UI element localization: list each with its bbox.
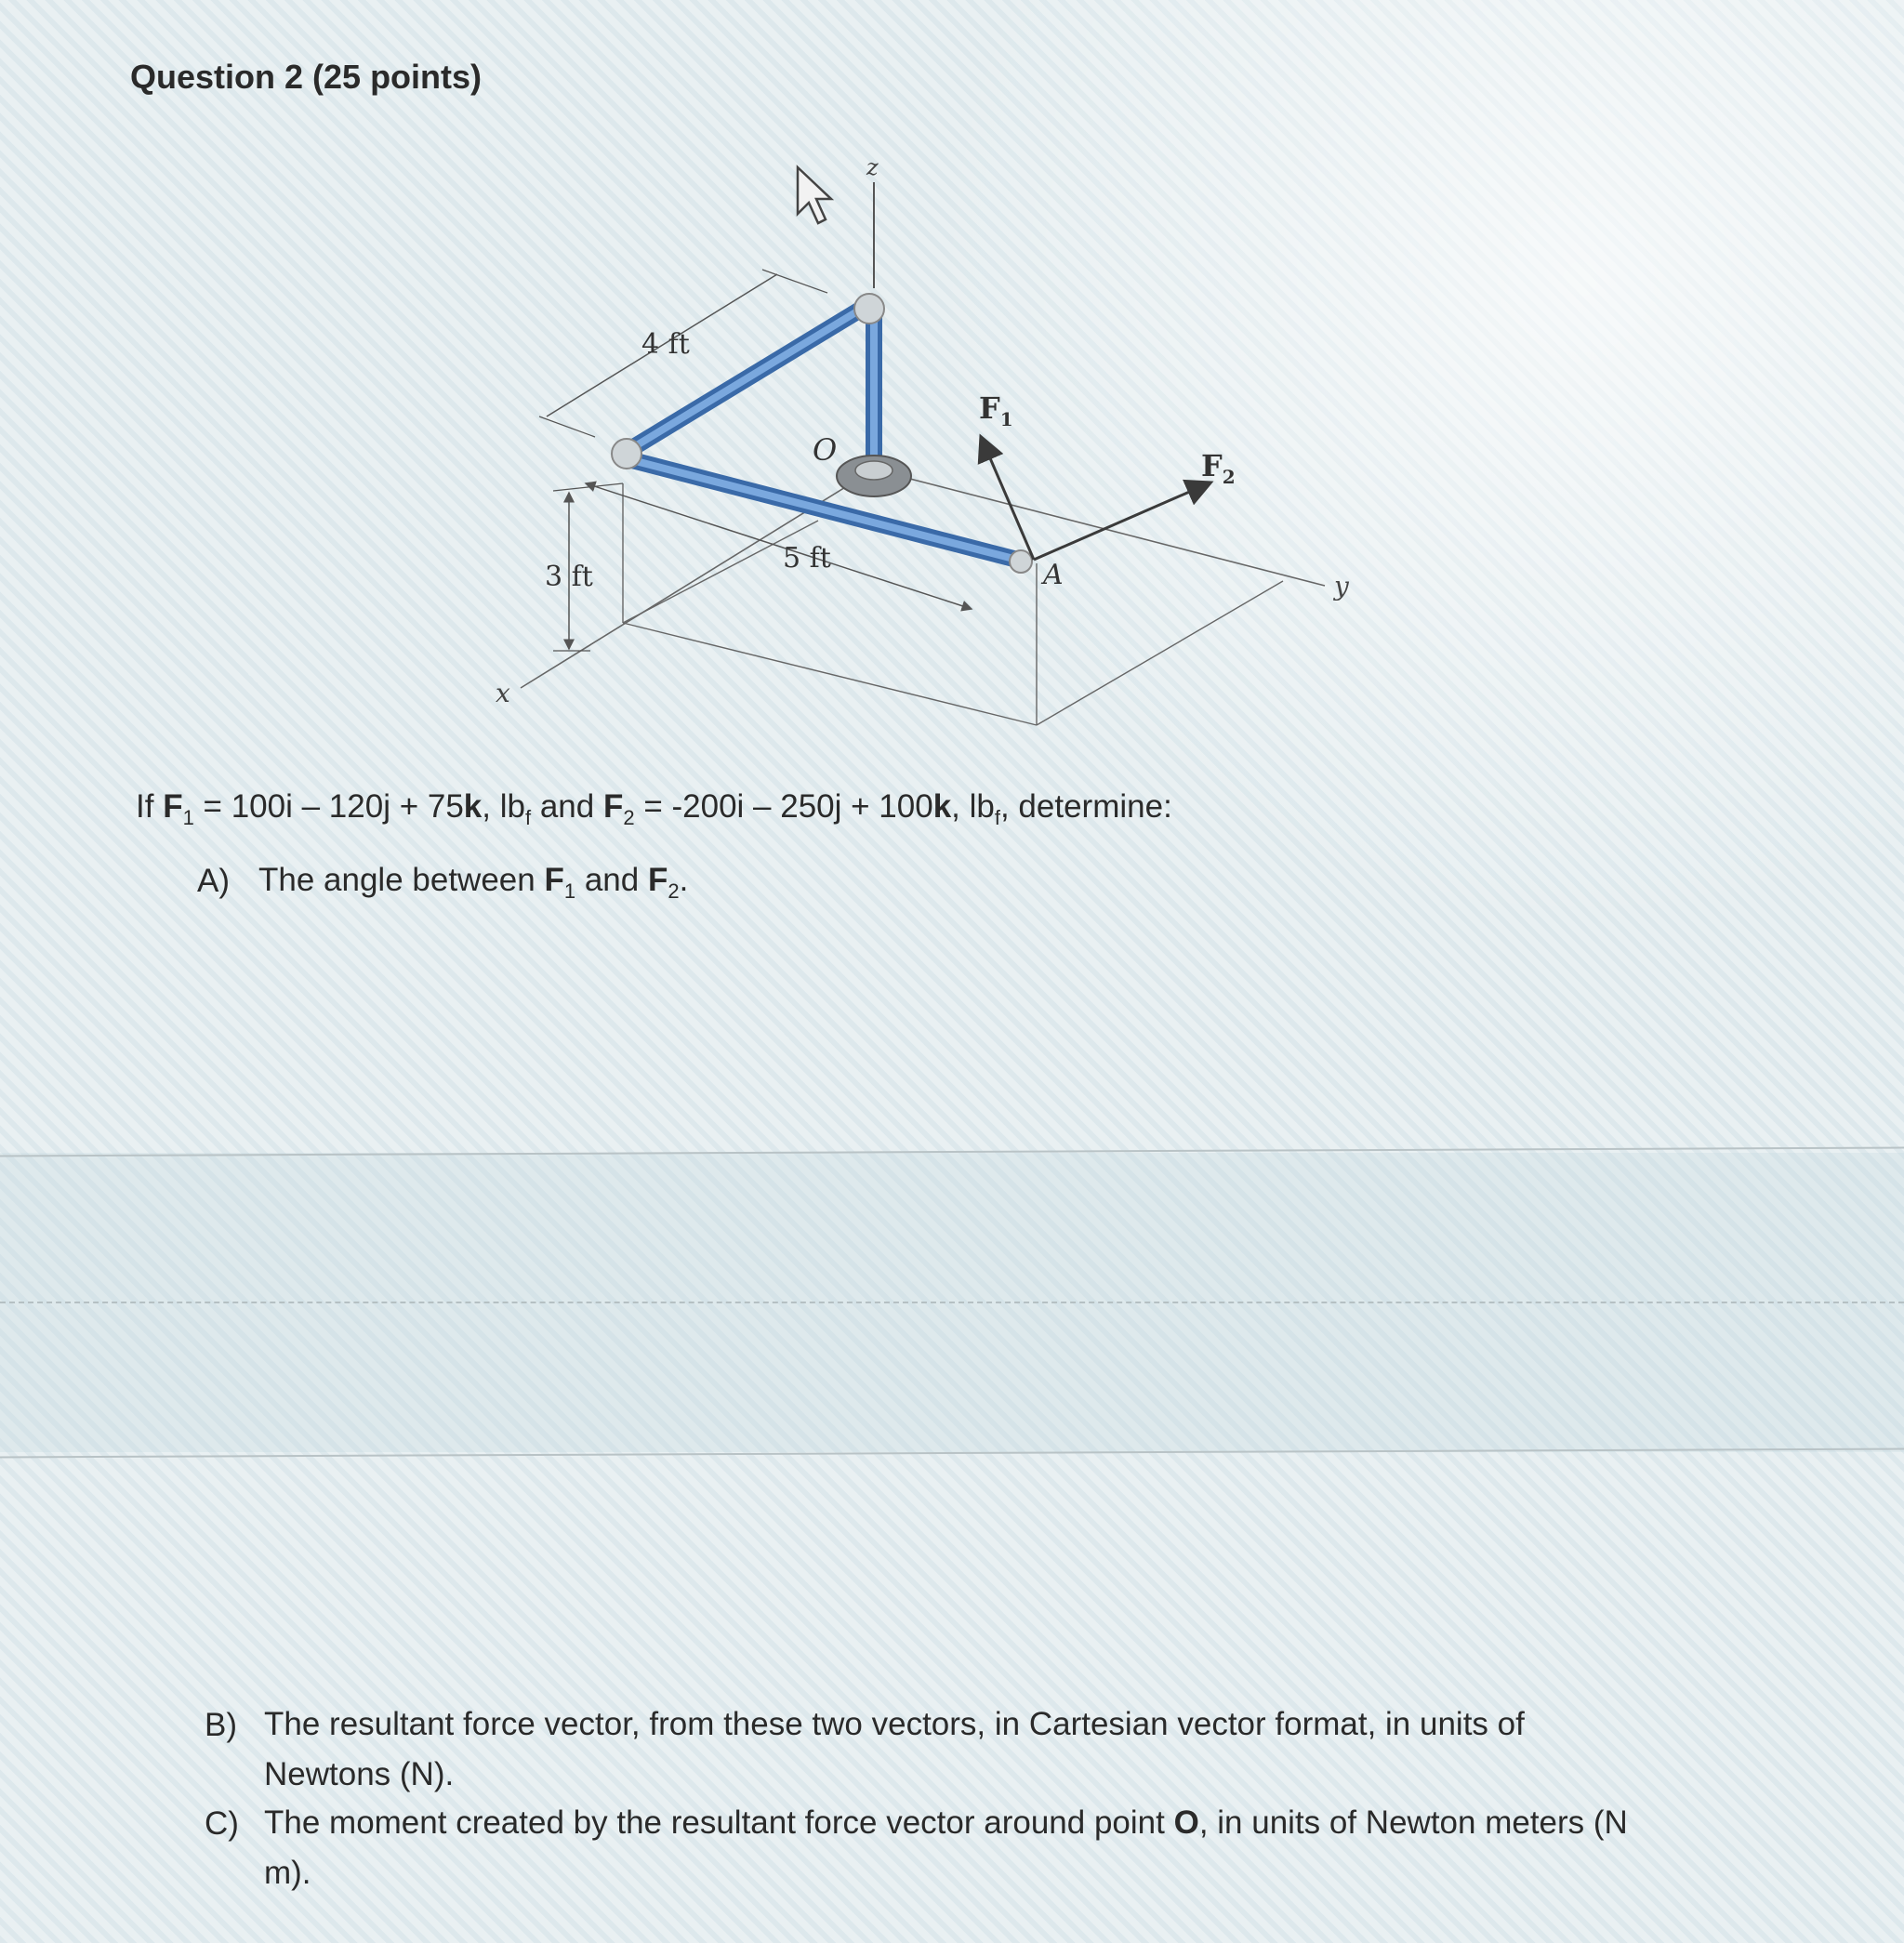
force-f2-label: $F_2$: [1201, 448, 1236, 488]
y-axis-label: y: [1334, 571, 1349, 601]
elbow-joint: [1010, 550, 1032, 573]
force-f1-label: $F_1$: [979, 390, 1013, 430]
part-c-line1: The moment created by the resultant force vector around point O, in units of Newton meters (N: [264, 1804, 1628, 1841]
part-c-line2: m).: [264, 1855, 311, 1891]
part-c-tag: C): [205, 1805, 239, 1842]
part-a-tag: A): [197, 863, 230, 899]
elbow-joint: [854, 294, 884, 324]
dim-label-5ft: 5 ft: [783, 542, 831, 575]
origin-label: O: [813, 432, 838, 468]
elbow-joint: [612, 439, 641, 469]
dashed-divider-line: [0, 1302, 1904, 1303]
part-b-line2: Newtons (N).: [264, 1756, 455, 1792]
z-axis-label: z: [866, 154, 879, 180]
question-title: Question 2 (25 points): [130, 58, 483, 96]
pipe-assembly-diagram: [465, 139, 1357, 744]
problem-statement: If $F_1 = 100i - 120j + 75k$, $lb_f$ and $F_2 = -200i - 250j + 100k$, $lb_f$, determine:: [136, 788, 1172, 829]
question-part-b: [205, 1707, 1785, 1809]
y-axis-line: [874, 469, 1325, 586]
mouse-cursor-icon: [798, 167, 831, 223]
box-edge-line: [1037, 581, 1283, 725]
dim-label-3ft: 3 ft: [545, 561, 593, 593]
box-edge-line: [623, 623, 1037, 725]
part-a-text: The angle between $F_1$ and $F_2$.: [258, 862, 689, 903]
part-b-line1: The resultant force vector, from these two vectors, in Cartesian vector format, in units of: [264, 1706, 1525, 1742]
question-part-c: [205, 1805, 1785, 1917]
dim-label-4ft: 4 ft: [641, 328, 690, 361]
x-axis-label: x: [496, 678, 510, 708]
part-b-tag: B): [205, 1707, 237, 1743]
point-a-label: A: [1043, 559, 1064, 591]
question-part-a: [197, 863, 941, 919]
